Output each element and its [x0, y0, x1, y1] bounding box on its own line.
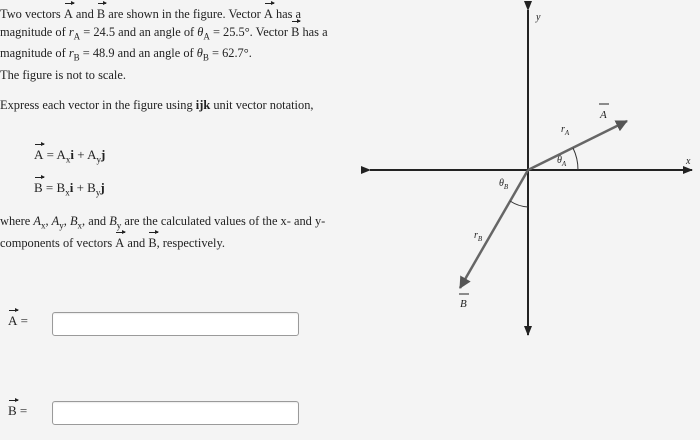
text: +: [73, 180, 88, 195]
text: = A: [46, 147, 66, 162]
subscript: y: [116, 220, 122, 231]
x-axis-label: x: [686, 156, 691, 167]
theta-b-label: $\theta_B$: [499, 178, 509, 191]
equals-sign: =: [19, 403, 28, 418]
vector-a-symbol: A: [264, 6, 273, 24]
vector-b-arrow: [460, 170, 528, 288]
subscript: y: [95, 187, 101, 198]
answer-b-label: B: [8, 403, 17, 418]
theta-b-arc: [510, 201, 528, 207]
subscript: A: [73, 30, 81, 41]
text: = 25.5°. Vector: [209, 24, 292, 39]
components-description: where $A_x$, $A_y$, $B_x$, and $B_y$ are the calculated values of the x- and y-components of vectors A and B, respectively.: [0, 213, 345, 252]
theta-a-arc: [573, 148, 578, 170]
text: where: [0, 214, 34, 228]
vector-a-label: A: [600, 109, 607, 121]
equals-sign: =: [20, 313, 28, 328]
vector-b-symbol: B: [34, 180, 43, 195]
text: are the calculated values of the x- and y-components of vectors: [0, 214, 326, 250]
subscript: A: [203, 30, 210, 41]
text: and: [72, 7, 97, 21]
text: , and: [82, 214, 110, 228]
unit-j: j: [100, 180, 105, 195]
subscript: y: [59, 220, 64, 231]
answer-a-label: A: [8, 313, 18, 328]
vector-a-symbol: A: [64, 6, 73, 24]
y-axis-label: y: [536, 12, 541, 23]
r-symbol: r: [68, 46, 74, 61]
vector-b-symbol: B: [97, 6, 105, 24]
theta-symbol: θ: [197, 24, 204, 39]
vector-b-symbol: B: [291, 24, 299, 42]
unit-i: i: [69, 180, 74, 195]
unit-j: j: [101, 147, 106, 162]
text: Express each vector in the figure using: [0, 97, 196, 112]
text: +: [74, 147, 88, 162]
subscript: B: [73, 52, 80, 63]
vector-a-symbol: A: [34, 147, 44, 162]
theta-a-label: $\theta_A$: [557, 155, 567, 168]
text: and: [124, 235, 149, 250]
a-symbol: A: [33, 214, 41, 228]
text: unit vector notation,: [210, 97, 314, 112]
text: = 24.5 and an angle of: [80, 24, 198, 39]
text: , respectively.: [156, 235, 225, 250]
text: has a magnitude of: [0, 24, 328, 61]
b-symbol: B: [69, 214, 78, 228]
vector-b-symbol: B: [148, 235, 156, 253]
text: B: [87, 180, 96, 195]
theta-symbol: θ: [196, 46, 203, 61]
text: has a magnitude of: [0, 7, 302, 39]
subscript: y: [96, 154, 102, 165]
vector-a-symbol: A: [115, 235, 124, 253]
rb-label: $r_B$: [474, 230, 483, 243]
text: Two vectors: [0, 7, 64, 21]
r-symbol: r: [68, 24, 74, 39]
text: = 62.7°.: [208, 46, 252, 61]
subscript: B: [202, 52, 209, 63]
ijk-bold: ijk: [195, 97, 211, 112]
scale-note: The figure is not to scale.: [0, 68, 126, 83]
vector-b-label: B: [460, 298, 467, 310]
b-symbol: B: [109, 214, 117, 228]
text: are shown in the figure. Vector: [105, 7, 264, 21]
subscript: x: [65, 154, 71, 165]
subscript: x: [40, 220, 46, 231]
unit-i: i: [70, 147, 75, 162]
text: = B: [45, 180, 66, 195]
text: A: [87, 147, 97, 162]
ra-label: $r_A$: [561, 124, 570, 137]
text: = 48.9 and an angle of: [79, 46, 197, 61]
subscript: x: [77, 220, 83, 231]
a-symbol: A: [51, 214, 60, 228]
subscript: x: [65, 187, 70, 198]
